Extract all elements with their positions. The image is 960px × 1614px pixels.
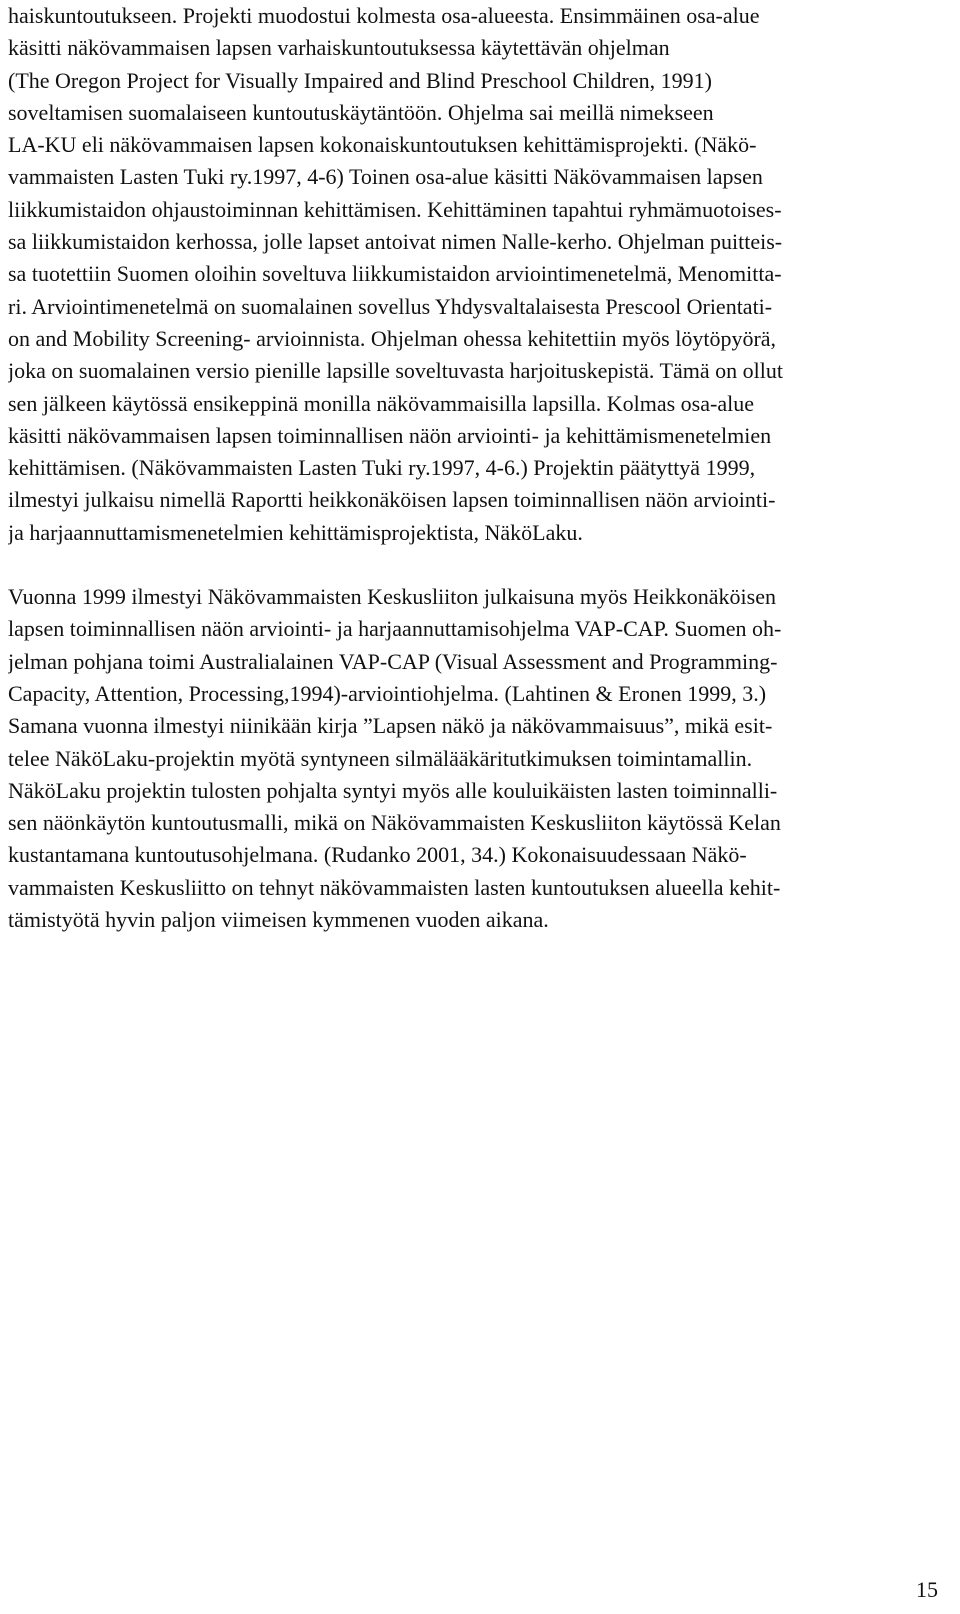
text-line: liikkumistaidon ohjaustoiminnan kehittämisen. Kehittäminen tapahtui ryhmämuotoises-: [8, 196, 782, 222]
text-line: vammaisten Lasten Tuki ry.1997, 4-6) Toinen osa-alue käsitti Näkövammaisen lapsen: [8, 164, 763, 190]
text-line: telee NäköLaku-projektin myötä syntyneen silmälääkäritutkimuksen toimintamallin.: [8, 745, 753, 771]
text-line: Capacity, Attention, Processing,1994)-arviointiohjelma. (Lahtinen & Eronen 1999, 3.): [8, 680, 767, 706]
text-line: vammaisten Keskusliitto on tehnyt näkövammaisten lasten kuntoutuksen alueella kehit-: [8, 874, 781, 900]
text-line: on and Mobility Screening- arvioinnista. Ohjelman ohessa kehitettiin myös löytöpyörä,: [8, 325, 777, 351]
text-line: NäköLaku projektin tulosten pohjalta syntyi myös alle kouluikäisten lasten toiminnalli-: [8, 777, 778, 803]
text-line: käsitti näkövammaisen lapsen varhaiskuntoutuksessa käytettävän ohjelman: [8, 35, 670, 61]
text-line: lapsen toiminnallisen näön arviointi- ja harjaannuttamisohjelma VAP-CAP. Suomen oh-: [8, 616, 782, 642]
text-line: (The Oregon Project for Visually Impaired and Blind Preschool Children, 1991): [8, 67, 712, 93]
paragraph-2: [8, 581, 938, 936]
text-line: ja harjaannuttamismenetelmien kehittämisprojektista, NäköLaku.: [8, 519, 583, 545]
page-number: 15: [916, 1577, 938, 1602]
text-line: Samana vuonna ilmestyi niinikään kirja ”Lapsen näkö ja näkövammaisuus”, mikä esit-: [8, 713, 773, 739]
text-line: kustantamana kuntoutusohjelmana. (Rudanko 2001, 34.) Kokonaisuudessaan Näkö-: [8, 842, 747, 868]
text-line: sen jälkeen käytössä ensikeppinä monilla näkövammaisilla lapsilla. Kolmas osa-alue: [8, 390, 754, 416]
text-line: ilmestyi julkaisu nimellä Raportti heikkonäköisen lapsen toiminnallisen näön arviointi-: [8, 487, 776, 513]
text-line: LA-KU eli näkövammaisen lapsen kokonaiskuntoutuksen kehittämisprojekti. (Näkö-: [8, 132, 757, 158]
text-line: haiskuntoutukseen. Projekti muodostui kolmesta osa-alueesta. Ensimmäinen osa-alue: [8, 3, 760, 28]
text-line: käsitti näkövammaisen lapsen toiminnallisen näön arviointi- ja kehittämismenetelmien: [8, 422, 772, 448]
text-line: soveltamisen suomalaiseen kuntoutuskäytäntöön. Ohjelma sai meillä nimekseen: [8, 99, 714, 125]
text-line: jelman pohjana toimi Australialainen VAP-CAP (Visual Assessment and Programming-: [8, 648, 778, 674]
text-line: joka on suomalainen versio pienille lapsille soveltuvasta harjoituskepistä. Tämä on ollut: [8, 358, 783, 384]
text-line: Vuonna 1999 ilmestyi Näkövammaisten Keskusliiton julkaisuna myös Heikkonäköisen: [8, 584, 776, 610]
paragraph-1: [8, 0, 938, 549]
text-line: tämistyötä hyvin paljon viimeisen kymmenen vuoden aikana.: [8, 907, 549, 933]
text-line: sa tuotettiin Suomen oloihin soveltuva liikkumistaidon arviointimenetelmä, Menomitta-: [8, 261, 782, 287]
text-line: ri. Arviointimenetelmä on suomalainen sovellus Yhdysvaltalaisesta Prescool Orientati-: [8, 293, 773, 319]
paragraph-spacer: [8, 549, 938, 581]
body-text: [8, 0, 938, 936]
text-line: sen näönkäytön kuntoutusmalli, mikä on Näkövammaisten Keskusliiton käytössä Kelan: [8, 810, 781, 836]
text-line: kehittämisen. (Näkövammaisten Lasten Tuki ry.1997, 4-6.) Projektin päätyttyä 1999,: [8, 455, 756, 481]
text-line: sa liikkumistaidon kerhossa, jolle lapset antoivat nimen Nalle-kerho. Ohjelman puitteis-: [8, 229, 783, 255]
